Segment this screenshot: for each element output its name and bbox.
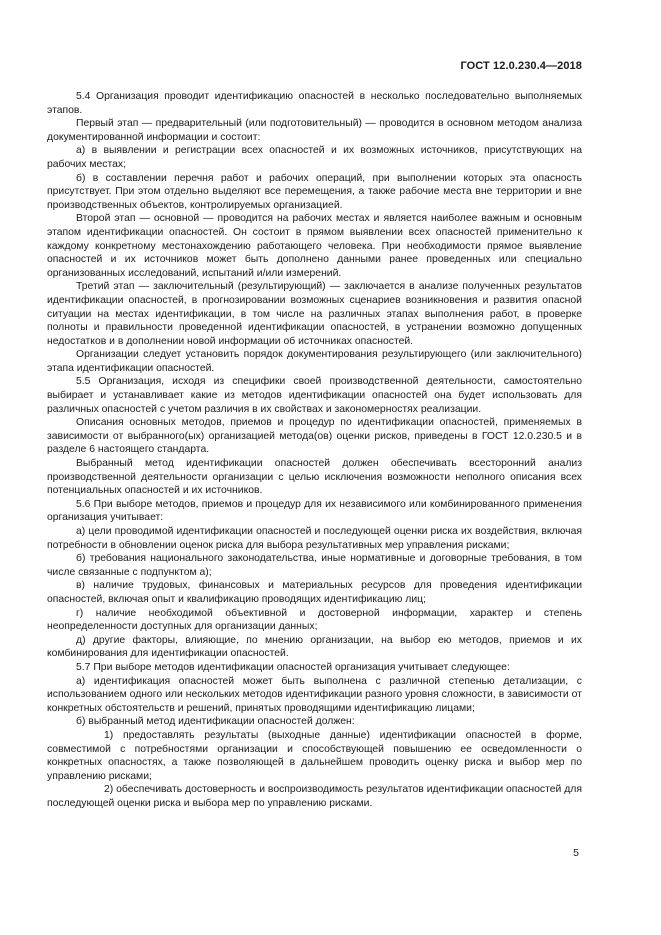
list-item: б) в составлении перечня работ и рабочих операций, при выполнении которых эта опасность присутствует. При этом отдельно выделяют все перемещения, а также рабочие места вне территории и вне производственных объектов, контролируемых организацией. [47,172,582,211]
standard-header: ГОСТ 12.0.230.4—2018 [460,60,582,72]
document-body [47,90,582,810]
paragraph-stage-2: Второй этап — основной — проводится на рабочих местах и является наиболее важным и основным этапом идентификации опасностей. Он состоит в прямом выявлении всех опасностей применительно к каждому конкретному местонахождению работающего человека. При необходимости прямое выявление опасностей и их источников может быть дополнено данными ранее проведенных или специально организованных исследований, испытаний и/или измерений. [47,213,582,279]
list-item: г) наличие необходимой объективной и достоверной информации, характер и степень неопределенности доступных для организации данных; [47,607,582,633]
list-item: а) идентификация опасностей может быть выполнена с различной степенью детализации, с использованием одного или нескольких методов идентификации разного уровня сложности, в зависимости от конкретных обстоятельств и решений, принятых проводящими идентификацию лицами; [47,675,582,714]
list-item: д) другие факторы, влияющие, по мнению организации, на выбор ею методов, приемов и их комбинирования для идентификации опасностей. [47,634,582,660]
paragraph-5-7: 5.7 При выборе методов идентификации опасностей организация учитывает следующее: [76,661,510,673]
paragraph-selected-method: Выбранный метод идентификации опасностей должен обеспечивать всесторонний анализ производственной деятельности организации с целью исключения возможности неполного описания всех потенциальных опасностей и их источников. [47,458,582,497]
list-item: а) цели проводимой идентификации опасностей и последующей оценки риска их воздействия, включая потребности в обновлении оценок риска для выбора результативных мер управления рисками; [47,526,582,551]
paragraph-stage-3: Третий этап — заключительный (результирующий) — заключается в анализе полученных результатов идентификации опасностей, в прогнозировании возможных сценариев возникновения и развития опасной ситуации на местах идентификации, в том числе на различных этапах выполнения работ, в проверке полноты и правильности проведенной идентификации опасностей, в устранении возможно допущенных недостатков и в дополнении новой информации об источниках опасностей. [47,281,582,347]
sub-list-item: 1) предоставлять результаты (выходные данные) идентификации опасностей в форме, совместимой с потребностями организации и способствующей повышению ее осведомленности о конкретных опасностях, а также позволяющей в дальнейшем проводить оценку риска и выбор мер по управлению рисками; [47,729,582,782]
paragraph-5-4: 5.4 Организация проводит идентификацию опасностей в несколько последовательно выполняемых этапов. [47,91,582,116]
list-item: б) требования национального законодательства, иные нормативные и договорные требования, в том числе связанные с подпунктом а); [47,553,582,578]
paragraph-stage-1: Первый этап — предварительный (или подготовительный) — проводится в основном методом анализа документированной информации и состоит: [47,118,582,143]
list-item: б) выбранный метод идентификации опасностей должен: [76,716,355,728]
paragraph-5-6: 5.6 При выборе методов, приемов и процедур для их независимого или комбинированного применения организация учитывает: [47,498,582,524]
paragraph-documentation: Организации следует установить порядок документирования результирующего (или заключительного) этапа идентификации опасностей. [47,349,582,374]
list-item: а) в выявлении и регистрации всех опасностей и их возможных источников, присутствующих на рабочих местах; [47,145,582,170]
sub-list-item: 2) обеспечивать достоверность и воспроизводимость результатов идентификации опасностей для последующей оценки риска и выбора мер по управлению рисками. [47,784,582,809]
paragraph-5-5: 5.5 Организация, исходя из специфики своей производственной деятельности, самостоятельно выбирает и устанавливает какие из методов идентификации опасностей она будет использовать для различных опасностей с учетом различия в их свойствах и закономерностях реализации. [47,376,582,415]
paragraph-methods-description: Описания основных методов, приемов и процедур по идентификации опасностей, применяемых в зависимости от выбранного(ых) организацией метода(ов) оценки рисков, приведены в ГОСТ 12.0.230.5 и в разделе 6 настоящего стандарта. [47,417,582,456]
page-number: 5 [573,847,579,859]
list-item: в) наличие трудовых, финансовых и материальных ресурсов для проведения идентификации опасностей, включая опыт и квалификацию проводящих идентификацию лиц; [47,580,582,605]
